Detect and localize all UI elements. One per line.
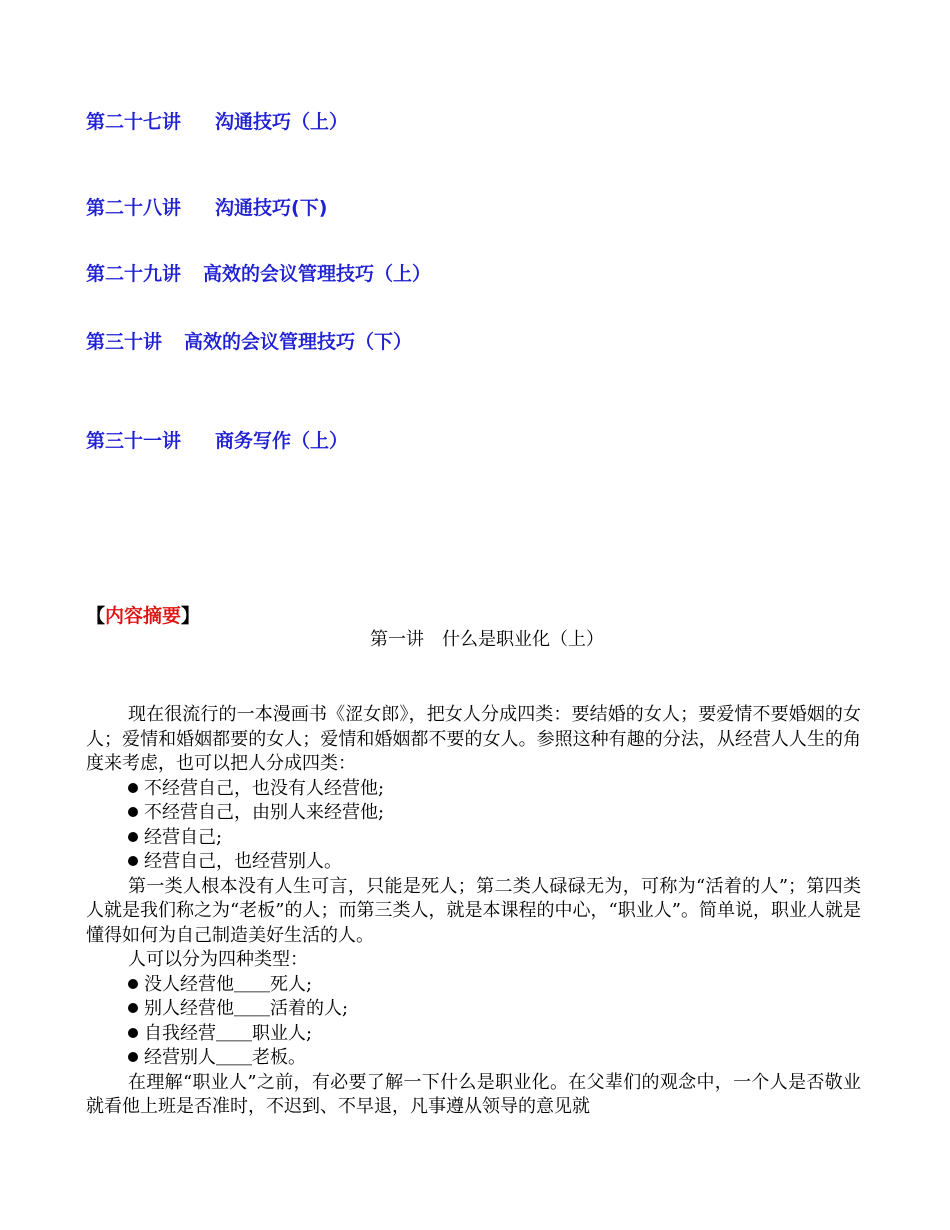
list-item: 经营自己; xyxy=(86,826,861,851)
paragraph: 人可以分为四种类型： xyxy=(128,949,308,970)
bullet-icon xyxy=(128,832,138,842)
list-item: 不经营自己，也没有人经营他; xyxy=(86,777,861,802)
bullet-icon xyxy=(128,1003,138,1013)
toc-number: 第三十讲 xyxy=(86,331,163,353)
bullet-icon xyxy=(128,856,138,866)
toc-item-28 xyxy=(86,196,327,220)
section-heading: 【内容摘要】 xyxy=(86,605,201,627)
toc-number: 第二十八讲 xyxy=(86,197,182,219)
lecture-title: 第一讲 什么是职业化（上） xyxy=(370,629,604,650)
paragraph: 第一类人根本没有人生可言，只能是死人；第二类人碌碌无为，可称为“活着的人”；第四类人就是我们称之为“老板”的人；而第三类人，就是本课程的中心，“职业人”。简单说，职业人就是懂得如何为自己制造美好生活的人。 xyxy=(86,875,861,946)
section-label: 内容摘要 xyxy=(105,605,182,627)
list-item: 经营自己，也经营别人。 xyxy=(86,850,861,875)
toc-title: 高效的会议管理技巧（下） xyxy=(184,331,413,353)
toc-number: 第二十七讲 xyxy=(86,111,182,133)
list-item: 没人经营他＿＿死人; xyxy=(86,973,861,998)
paragraph: 现在很流行的一本漫画书《涩女郎》，把女人分成四类：要结婚的女人；要爱情不要婚姻的女人；爱情和婚姻都要的女人；爱情和婚姻都不要的女人。参照这种有趣的分法，从经营人人生的角度来考虑，也可以把人分成四类： xyxy=(86,704,861,774)
bullet-icon xyxy=(128,783,138,793)
toc-title: 沟通技巧(下) xyxy=(215,197,328,219)
list-item: 不经营自己，由别人来经营他; xyxy=(86,801,861,826)
toc-title: 商务写作（上） xyxy=(215,430,349,452)
toc-title: 高效的会议管理技巧（上） xyxy=(203,263,432,285)
bullet-icon xyxy=(128,1052,138,1062)
paragraph: 在理解“职业人”之前，有必要了解一下什么是职业化。在父辈们的观念中，一个人是否敬业就看他上班是否准时，不迟到、不早退，凡事遵从领导的意见就 xyxy=(86,1071,861,1117)
bullet-icon xyxy=(128,1028,138,1038)
toc-item-29 xyxy=(86,262,431,286)
bullet-icon xyxy=(128,807,138,817)
list-item: 别人经营他＿＿活着的人; xyxy=(86,997,861,1022)
toc-number: 第二十九讲 xyxy=(86,263,182,285)
toc-item-31 xyxy=(86,429,348,453)
toc-item-27 xyxy=(86,110,348,134)
toc-title: 沟通技巧（上） xyxy=(215,111,349,133)
list-item: 经营别人＿＿老板。 xyxy=(86,1046,861,1071)
bullet-icon xyxy=(128,979,138,989)
list-item: 自我经营＿＿职业人; xyxy=(86,1022,861,1047)
toc-item-30 xyxy=(86,330,412,354)
article-body xyxy=(86,703,861,1120)
toc-number: 第三十一讲 xyxy=(86,430,182,452)
